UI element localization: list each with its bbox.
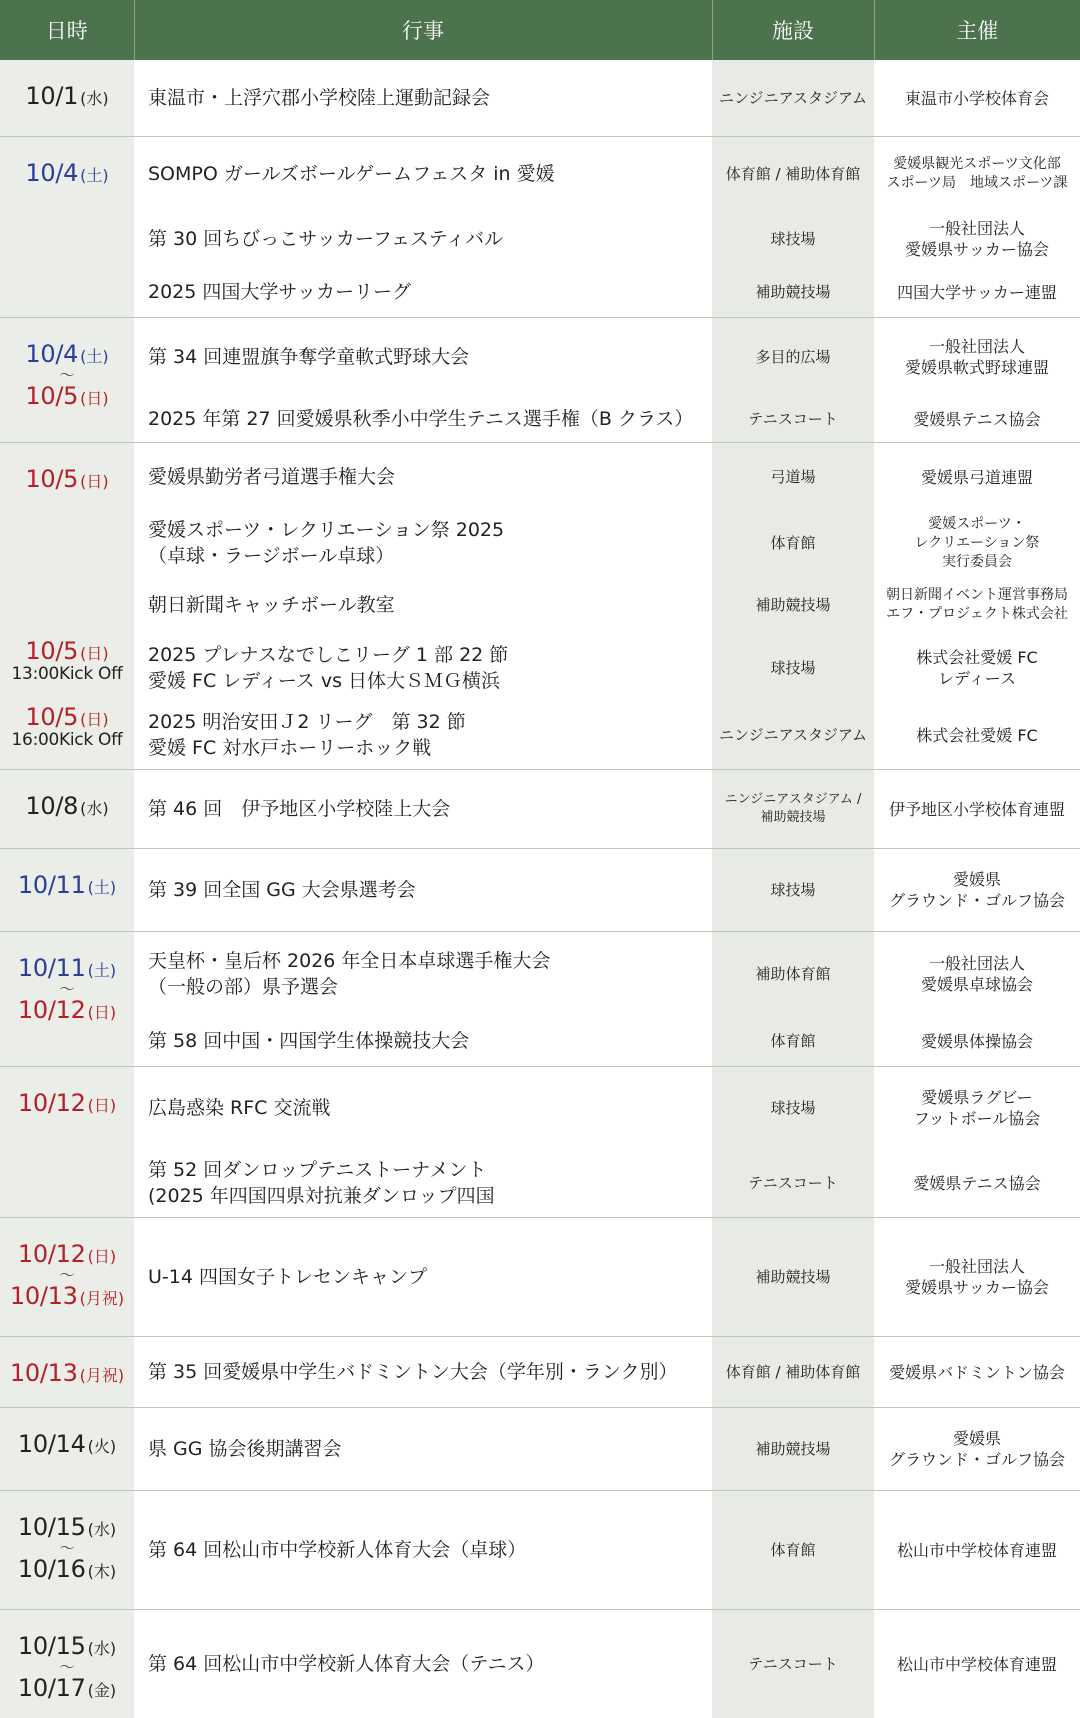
organizer-cell [874, 770, 1080, 849]
event-cell [134, 1067, 712, 1150]
event-text: 第 58 回中国・四国学生体操競技大会 [148, 1030, 470, 1052]
weekday-text: (日) [80, 389, 109, 408]
facility-text: ニンジニアスタジアム [719, 89, 867, 107]
table-row [0, 1016, 1080, 1067]
date-text: 10/5 [25, 637, 79, 665]
date-block [0, 1337, 134, 1385]
organizer-text: 愛媛県バドミントン協会 [889, 1362, 1065, 1382]
date-text: 10/5 [25, 382, 79, 410]
organizer-text: 一般社団法人 愛媛県サッカー協会 [905, 219, 1049, 259]
event-cell [134, 849, 712, 932]
organizer-text: 株式会社愛媛 FC レディース [916, 648, 1038, 688]
facility-text: 体育館 / 補助体育館 [725, 165, 861, 183]
event-text: 2025 プレナスなでしこリーグ 1 部 22 節 愛媛 FC レディース vs 日体大ＳＭＧ横浜 [148, 644, 509, 692]
organizer-text: 株式会社愛媛 FC [916, 725, 1038, 745]
kickoff-time: 16:00Kick Off [11, 730, 123, 750]
event-text: 第 64 回松山市中学校新人体育大会（卓球） [148, 1539, 527, 1561]
organizer-text: 朝日新聞イベント運営事務局 エフ・プロジェクト株式会社 [886, 587, 1068, 622]
table-row [0, 701, 1080, 770]
event-text: 2025 明治安田Ｊ2 リーグ 第 32 節 愛媛 FC 対水戸ホーリーホック戦 [148, 711, 466, 759]
table-row [0, 511, 1080, 575]
date-cell [0, 318, 134, 443]
date-line [0, 384, 134, 408]
date-cell [0, 1408, 134, 1491]
organizer-cell [874, 60, 1080, 137]
date-text: 10/11 [17, 954, 86, 982]
facility-cell [712, 318, 874, 397]
facility-cell [712, 635, 874, 701]
table-row [0, 932, 1080, 1017]
weekday-text: (水) [87, 1639, 117, 1658]
event-cell [134, 701, 712, 770]
organizer-text: 松山市中学校体育連盟 [896, 1654, 1057, 1674]
weekday-text: (木) [87, 1562, 117, 1581]
date-cell [0, 849, 134, 932]
event-cell [134, 1610, 712, 1718]
event-cell [134, 1149, 712, 1218]
table-row [0, 1218, 1080, 1337]
date-text: 10/14 [17, 1430, 86, 1458]
range-tilde: 〜 [59, 1266, 75, 1284]
event-text: 第 30 回ちびっこサッカーフェスティバル [148, 228, 504, 250]
table-row [0, 635, 1080, 701]
organizer-text: 愛媛県 グラウンド・ゴルフ協会 [888, 1429, 1065, 1469]
date-text: 10/16 [17, 1555, 86, 1583]
event-cell [134, 1218, 712, 1337]
weekday-text: (土) [87, 878, 117, 897]
facility-cell [712, 932, 874, 1017]
date-cell [0, 1491, 134, 1610]
facility-cell [712, 443, 874, 512]
weekday-text: (日) [80, 644, 109, 663]
date-line [0, 956, 134, 980]
facility-cell [712, 1337, 874, 1408]
date-block [0, 60, 134, 108]
facility-text: 補助競技場 [755, 1268, 831, 1286]
facility-text: 体育館 [770, 534, 816, 552]
date-text: 10/12 [17, 996, 86, 1024]
date-cell [0, 60, 134, 137]
range-tilde: 〜 [59, 980, 75, 998]
date-line [0, 1242, 134, 1266]
organizer-text: 四国大学サッカー連盟 [897, 282, 1057, 302]
facility-cell [712, 1016, 874, 1067]
date-block [0, 318, 134, 408]
facility-cell [712, 770, 874, 849]
organizer-cell [874, 1408, 1080, 1491]
facility-cell [712, 849, 874, 932]
facility-cell [712, 1408, 874, 1491]
date-cell [0, 932, 134, 1067]
header-organizer: 主催 [874, 0, 1080, 60]
table-row [0, 1337, 1080, 1408]
table-row [0, 1610, 1080, 1718]
facility-cell [712, 211, 874, 267]
organizer-text: 伊予地区小学校体育連盟 [888, 799, 1065, 819]
facility-text: 球技場 [770, 881, 816, 899]
facility-cell [712, 1610, 874, 1718]
event-text: 第 64 回松山市中学校新人体育大会（テニス） [148, 1653, 545, 1675]
table-row [0, 318, 1080, 397]
date-cell [0, 770, 134, 849]
organizer-cell [874, 318, 1080, 397]
table-row [0, 1491, 1080, 1610]
header-date: 日時 [0, 0, 134, 60]
facility-text: 体育館 [770, 1032, 816, 1050]
facility-text: 体育館 [770, 1541, 816, 1559]
weekday-text: (日) [87, 1096, 117, 1115]
date-text: 10/13 [9, 1359, 78, 1387]
weekday-text: (土) [80, 166, 109, 185]
event-text: 朝日新聞キャッチボール教室 [148, 594, 395, 616]
facility-text: テニスコート [748, 1655, 838, 1673]
event-cell [134, 267, 712, 318]
table-row [0, 211, 1080, 267]
event-text: 愛媛スポーツ・レクリエーション祭 2025 （卓球・ラージボール卓球） [148, 519, 505, 567]
event-cell [134, 932, 712, 1017]
event-text: 愛媛県勤労者弓道選手権大会 [148, 466, 396, 488]
event-cell [134, 60, 712, 137]
organizer-text: 愛媛県ラグビー フットボール協会 [913, 1088, 1041, 1128]
date-text: 10/12 [17, 1089, 86, 1117]
facility-text: テニスコート [748, 1174, 838, 1192]
date-text: 10/5 [25, 703, 79, 731]
event-cell [134, 511, 712, 575]
organizer-cell [874, 1149, 1080, 1218]
organizer-cell [874, 1218, 1080, 1337]
event-text: 第 35 回愛媛県中学生バドミントン大会（学年別・ランク別） [148, 1361, 678, 1383]
weekday-text: (水) [80, 89, 109, 108]
weekday-text: (日) [80, 472, 109, 491]
facility-cell [712, 267, 874, 318]
date-text: 10/15 [17, 1632, 86, 1660]
date-line [0, 467, 134, 491]
date-block [0, 1218, 134, 1308]
event-text: 第 46 回 伊予地区小学校陸上大会 [148, 798, 451, 820]
facility-text: 球技場 [770, 230, 816, 248]
date-line [0, 1676, 134, 1700]
event-cell [134, 396, 712, 443]
event-text: 第 52 回ダンロップテニストーナメント (2025 年四国四県対抗兼ダンロップ四国 [148, 1159, 495, 1207]
organizer-cell [874, 1016, 1080, 1067]
date-block [0, 849, 134, 897]
organizer-text: 愛媛県テニス協会 [913, 1173, 1041, 1193]
organizer-cell [874, 1337, 1080, 1408]
weekday-text: (土) [87, 961, 117, 980]
event-text: 2025 四国大学サッカーリーグ [148, 281, 412, 303]
weekday-text: (水) [87, 1520, 117, 1539]
range-tilde: 〜 [59, 1658, 75, 1676]
event-cell [134, 1408, 712, 1491]
facility-text: 球技場 [770, 659, 816, 677]
date-line [0, 1284, 134, 1308]
weekday-text: (月祝) [79, 1366, 125, 1385]
event-cell [134, 1491, 712, 1610]
organizer-text: 愛媛県体操協会 [920, 1031, 1033, 1051]
organizer-text: 東温市小学校体育会 [904, 88, 1049, 108]
organizer-cell [874, 211, 1080, 267]
weekday-text: (土) [80, 347, 109, 366]
organizer-cell [874, 1491, 1080, 1610]
date-line [0, 1634, 134, 1658]
event-text: 第 34 回連盟旗争奪学童軟式野球大会 [148, 346, 470, 368]
weekday-text: (月祝) [79, 1289, 125, 1308]
event-text: 第 39 回全国 GG 大会県選考会 [148, 879, 416, 901]
organizer-cell [874, 635, 1080, 701]
date-block [0, 635, 134, 683]
organizer-cell [874, 396, 1080, 443]
facility-cell [712, 511, 874, 575]
weekday-text: (金) [87, 1681, 117, 1700]
date-text: 10/8 [25, 792, 79, 820]
event-cell [134, 1337, 712, 1408]
range-tilde: 〜 [59, 1539, 75, 1557]
date-line [0, 794, 134, 818]
event-cell [134, 575, 712, 635]
organizer-text: 松山市中学校体育連盟 [896, 1540, 1057, 1560]
organizer-text: 一般社団法人 愛媛県卓球協会 [920, 954, 1033, 994]
header-event: 行事 [134, 0, 712, 60]
event-text: U-14 四国女子トレセンキャンプ [148, 1266, 427, 1288]
event-text: SOMPO ガールズボールゲームフェスタ in 愛媛 [148, 163, 555, 185]
date-line [0, 84, 134, 108]
date-line [0, 639, 134, 663]
organizer-cell [874, 443, 1080, 512]
facility-text: 補助競技場 [755, 1440, 831, 1458]
date-cell [0, 1067, 134, 1218]
facility-text: 補助競技場 [755, 596, 831, 614]
event-text: 東温市・上浮穴郡小学校陸上運動記録会 [148, 87, 491, 109]
facility-text: 弓道場 [770, 468, 816, 486]
organizer-text: 一般社団法人 愛媛県サッカー協会 [905, 1257, 1049, 1297]
facility-cell [712, 1149, 874, 1218]
facility-text: 多目的広場 [755, 348, 831, 366]
facility-cell [712, 701, 874, 770]
facility-text: 体育館 / 補助体育館 [725, 1363, 861, 1381]
table-row [0, 1067, 1080, 1150]
facility-cell [712, 137, 874, 212]
organizer-text: 一般社団法人 愛媛県軟式野球連盟 [904, 337, 1049, 377]
organizer-text: 愛媛県観光スポーツ文化部 スポーツ局 地域スポーツ課 [886, 156, 1068, 191]
organizer-cell [874, 1610, 1080, 1718]
date-block [0, 932, 134, 1022]
date-line [0, 1515, 134, 1539]
event-text: 広島惑染 RFC 交流戦 [148, 1097, 331, 1119]
date-block [0, 1491, 134, 1581]
range-tilde: 〜 [59, 366, 75, 384]
date-cell [0, 137, 134, 318]
weekday-text: (火) [87, 1437, 117, 1456]
table-row [0, 575, 1080, 635]
date-line [0, 705, 134, 729]
event-cell [134, 443, 712, 512]
table-row [0, 60, 1080, 137]
date-cell [0, 1218, 134, 1337]
date-line [0, 998, 134, 1022]
organizer-cell [874, 849, 1080, 932]
weekday-text: (日) [87, 1247, 117, 1266]
date-line [0, 1091, 134, 1115]
header-facility: 施設 [712, 0, 874, 60]
date-cell [0, 443, 134, 636]
table-row [0, 849, 1080, 932]
organizer-cell [874, 701, 1080, 770]
facility-text: 補助体育館 [755, 965, 831, 983]
date-block [0, 137, 134, 185]
organizer-cell [874, 137, 1080, 212]
organizer-cell [874, 575, 1080, 635]
table-row [0, 267, 1080, 318]
date-text: 10/11 [17, 871, 86, 899]
facility-cell [712, 1218, 874, 1337]
date-text: 10/1 [25, 82, 79, 110]
facility-text: ニンジニアスタジアム / 補助競技場 [724, 792, 862, 825]
event-cell [134, 137, 712, 212]
table-row [0, 1149, 1080, 1218]
event-cell [134, 770, 712, 849]
event-text: 2025 年第 27 回愛媛県秋季小中学生テニス選手権（B クラス） [148, 408, 694, 430]
schedule-body [0, 60, 1080, 1718]
event-text: 県 GG 協会後期講習会 [148, 1438, 342, 1460]
date-text: 10/4 [25, 340, 79, 368]
date-line [0, 873, 134, 897]
organizer-text: 愛媛県 グラウンド・ゴルフ協会 [888, 870, 1065, 910]
date-line [0, 1361, 134, 1385]
organizer-cell [874, 1067, 1080, 1150]
organizer-text: 愛媛県テニス協会 [913, 409, 1041, 429]
facility-cell [712, 60, 874, 137]
event-cell [134, 635, 712, 701]
date-cell [0, 1610, 134, 1718]
facility-text: ニンジニアスタジアム [719, 726, 867, 744]
table-row [0, 137, 1080, 212]
date-block [0, 1408, 134, 1456]
facility-cell [712, 575, 874, 635]
kickoff-time: 13:00Kick Off [11, 664, 123, 684]
organizer-text: 愛媛スポーツ・ レクリエーション祭 実行委員会 [914, 515, 1040, 570]
date-cell [0, 635, 134, 701]
date-block [0, 1067, 134, 1115]
date-block [0, 443, 134, 491]
table-row [0, 396, 1080, 443]
weekday-text: (日) [80, 710, 109, 729]
event-cell [134, 211, 712, 267]
facility-text: 球技場 [770, 1099, 816, 1117]
facility-cell [712, 1491, 874, 1610]
date-cell [0, 1337, 134, 1408]
date-cell [0, 701, 134, 770]
event-cell [134, 1016, 712, 1067]
date-line [0, 161, 134, 185]
date-text: 10/17 [17, 1674, 86, 1702]
date-text: 10/12 [17, 1240, 86, 1268]
date-line [0, 342, 134, 366]
date-block [0, 770, 134, 818]
date-text: 10/13 [9, 1282, 78, 1310]
facility-cell [712, 396, 874, 443]
facility-text: 補助競技場 [755, 283, 831, 301]
weekday-text: (水) [80, 799, 109, 818]
date-text: 10/4 [25, 159, 79, 187]
date-text: 10/5 [25, 465, 79, 493]
facility-text: テニスコート [748, 410, 838, 428]
date-line [0, 1432, 134, 1456]
organizer-cell [874, 267, 1080, 318]
event-cell [134, 318, 712, 397]
date-text: 10/15 [17, 1513, 86, 1541]
organizer-cell [874, 511, 1080, 575]
facility-cell [712, 1067, 874, 1150]
date-block [0, 1610, 134, 1700]
date-line [0, 1557, 134, 1581]
event-text: 天皇杯・皇后杯 2026 年全日本卓球選手権大会 （一般の部）県予選会 [148, 950, 551, 998]
table-row [0, 443, 1080, 512]
organizer-text: 愛媛県弓道連盟 [920, 467, 1033, 487]
date-block [0, 701, 134, 749]
weekday-text: (日) [87, 1003, 117, 1022]
table-header-row [0, 0, 1080, 60]
table-row [0, 770, 1080, 849]
table-row [0, 1408, 1080, 1491]
organizer-cell [874, 932, 1080, 1017]
